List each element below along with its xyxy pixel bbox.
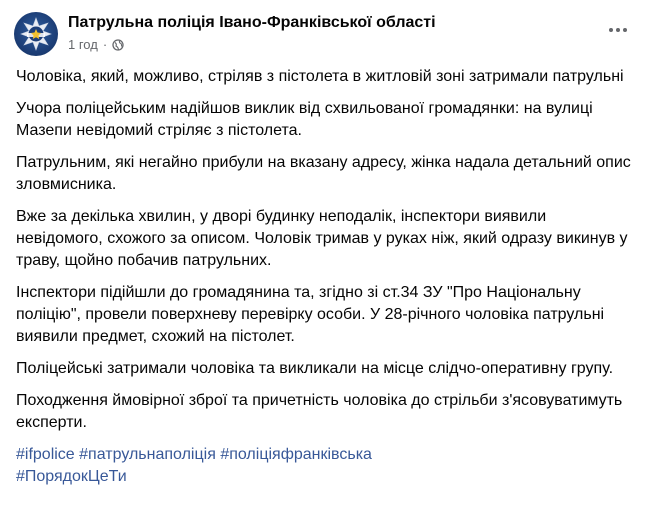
hashtag-patrulnapolitsiia[interactable]: #патрульнаполіція [79,446,216,463]
hashtag-list [16,444,636,488]
more-dot [609,28,613,32]
post-paragraph: Інспектори підійшли до громадянина та, згідно зі ст.34 ЗУ "Про Національну поліцію", провели поверхневу перевірку особи. У 28-річного чоловіка патрульні виявили предмет, схожий на пістолет. [16,284,605,345]
hashtag-ifpolice[interactable]: #ifpolice [16,446,75,463]
police-badge-icon [14,12,58,56]
page-name-link[interactable]: Патрульна поліція Івано-Франківської області [68,14,436,31]
post-paragraph: Вже за декілька хвилин, у дворі будинку неподалік, інспектори виявили невідомого, схожого за описом. Чоловік тримав у руках ніж, який одразу викинув у траву, щойно побачив патрульних. [16,208,628,269]
post-body [16,66,636,498]
post-paragraph: Чоловіка, який, можливо, стріляв з пістолета в житловій зоні затримали патрульні [16,68,624,85]
more-dot [616,28,620,32]
globe-icon[interactable] [112,39,124,51]
post-paragraph: Учора поліцейським надійшов виклик від схвильованої громадянки: на вулиці Мазепи невідомий стріляє з пістолета. [16,100,593,139]
post-paragraph: Патрульним, які негайно прибули на вказану адресу, жінка надала детальний опис зловмисника. [16,154,631,193]
avatar[interactable] [14,12,58,56]
more-options-icon[interactable] [604,20,632,40]
more-dot [623,28,627,32]
post-meta [68,37,124,52]
post-paragraph: Поліцейські затримали чоловіка та викликали на місце слідчо-оперативну групу. [16,360,614,377]
meta-separator: · [102,37,108,52]
post-paragraph: Походження ймовірної зброї та причетність чоловіка до стрільби з'ясовуватимуть експерти. [16,392,623,431]
hashtag-poriadoktseti[interactable]: #ПорядокЦеТи [16,468,127,485]
hashtag-politsiiafrankivska[interactable]: #поліціяфранківська [220,446,372,463]
post-timestamp[interactable]: 1 год [68,37,98,52]
post-header [14,12,636,58]
